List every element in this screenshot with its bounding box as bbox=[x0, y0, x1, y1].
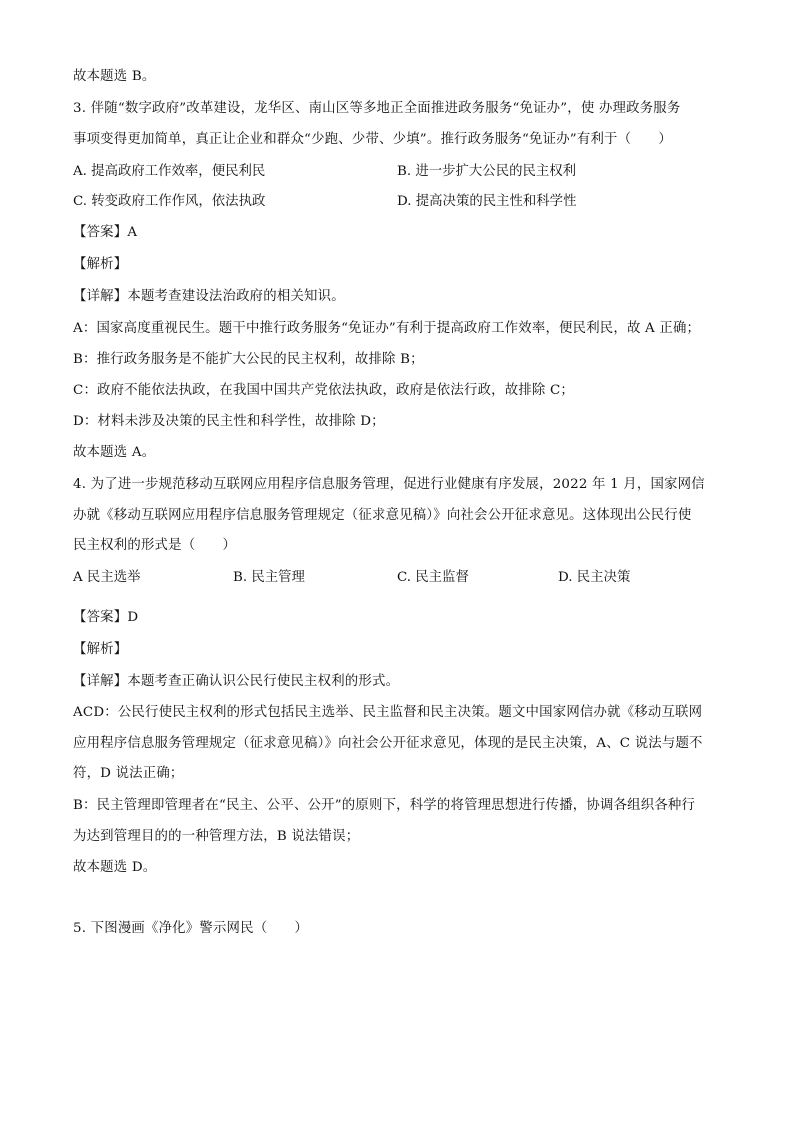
option-a: A. 提高政府工作效率，便民利民 bbox=[73, 164, 266, 179]
explanation-line: C：政府不能依法执政，在我国中国共产党依法执政，政府是依法行政，故排除 C； bbox=[73, 383, 575, 398]
analysis-label: 【解析】 bbox=[73, 257, 128, 272]
detail-line: 【详解】本题考查正确认识公民行使民主权利的形式。 bbox=[73, 674, 400, 689]
explanation-line: D：材料未涉及决策的民主性和科学性，故排除 D； bbox=[73, 414, 385, 429]
question-stem: 事项变得更加简单，真正让企业和群众“少跑、少带、少填”。推行政务服务“免证办”有利于（ ） bbox=[73, 132, 672, 147]
option-b: B. 进一步扩大公民的民主权利 bbox=[397, 164, 577, 179]
question-stem: 3. 伴随“数字政府”改革建设，龙华区、南山区等多地正全面推进政务服务“免证办”，使 办理政务服务 bbox=[73, 101, 681, 116]
conclusion-line: 故本题选 D。 bbox=[73, 860, 157, 875]
detail-line: 【详解】本题考查建设法治政府的相关知识。 bbox=[73, 289, 345, 304]
question-stem: 4. 为了进一步规范移动互联网应用程序信息服务管理，促进行业健康有序发展，2022 年 1 月，国家网信 bbox=[73, 477, 705, 492]
analysis-label: 【解析】 bbox=[73, 642, 128, 657]
answer-label: 【答案】D bbox=[73, 610, 139, 625]
option-d: D. 提高决策的民主性和科学性 bbox=[397, 194, 577, 209]
explanation-line: 符，D 说法正确； bbox=[73, 766, 184, 781]
option-d: D. 民主决策 bbox=[558, 570, 631, 585]
question-stem: 5. 下图漫画《净化》警示网民（ ） bbox=[73, 921, 309, 936]
explanation-line: 为达到管理目的的一种管理方法，B 说法错误； bbox=[73, 829, 360, 844]
conclusion-line: 故本题选 A。 bbox=[73, 445, 156, 460]
explanation-line: A：国家高度重视民生。题干中推行政务服务“免证办”有利于提高政府工作效率，便民利民，故 A 正确； bbox=[73, 321, 701, 336]
answer-label: 【答案】A bbox=[73, 225, 138, 240]
question-stem: 民主权利的形式是（ ） bbox=[73, 538, 237, 553]
option-b: B. 民主管理 bbox=[233, 570, 305, 585]
question-stem: 办就《移动互联网应用程序信息服务管理规定（征求意见稿）》向社会公开征求意见。这体现出公民行使 bbox=[73, 508, 692, 523]
explanation-line: 应用程序信息服务管理规定（征求意见稿）》向社会公开征求意见，体现的是民主决策，A、C 说法与题不 bbox=[73, 736, 703, 751]
explanation-line: B：推行政务服务是不能扩大公民的民主权利，故排除 B； bbox=[73, 352, 424, 367]
text-line: 故本题选 B。 bbox=[73, 69, 156, 84]
option-c: C. 民主监督 bbox=[397, 570, 469, 585]
explanation-line: ACD：公民行使民主权利的形式包括民主选举、民主监督和民主决策。题文中国家网信办就《移动互联网 bbox=[73, 705, 703, 720]
explanation-line: B：民主管理即管理者在“民主、公平、公开”的原则下，科学的将管理思想进行传播，协调各组织各种行 bbox=[73, 798, 696, 813]
option-a: A 民主选举 bbox=[73, 570, 141, 585]
option-c: C. 转变政府工作作风，依法执政 bbox=[73, 194, 266, 209]
